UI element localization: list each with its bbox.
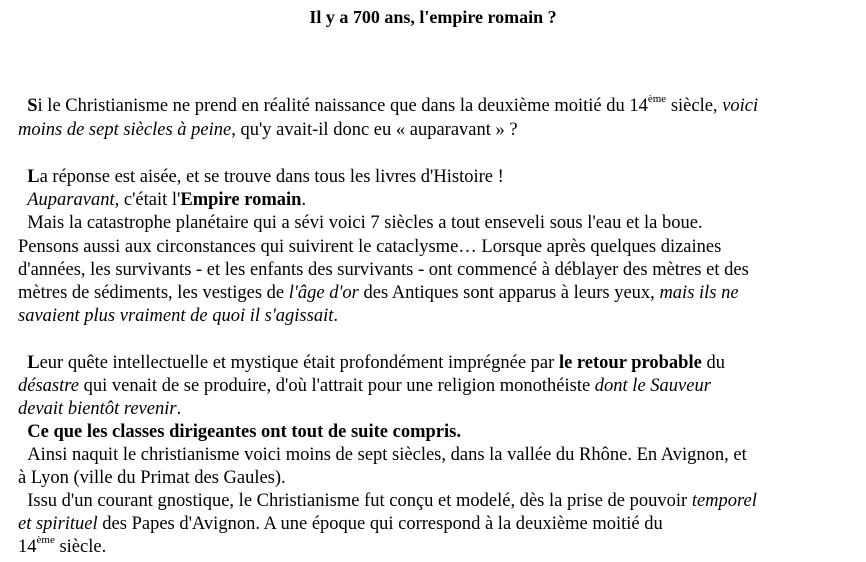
- text: eur quête intellectuelle et mystique était profondément imprégnée par: [39, 353, 559, 373]
- text: des Antiques sont apparus à leurs yeux,: [358, 283, 660, 303]
- text: .: [301, 190, 307, 210]
- italic-text: dont le Sauveur: [594, 376, 711, 396]
- paragraph-3-line-2: [18, 375, 711, 397]
- paragraph-3-line-1: [18, 352, 725, 374]
- drop-letter: L: [27, 353, 40, 373]
- paragraph-2-line-7: [18, 305, 338, 327]
- paragraph-3-line-6: [18, 467, 286, 489]
- italic-text: voici: [722, 96, 759, 116]
- italic-text: l'âge d'or: [288, 283, 359, 303]
- italic-text: Auparavant: [27, 190, 115, 210]
- paragraph-3-line-5: [18, 444, 747, 466]
- page-title: Il y a 700 ans, l'empire romain ?: [309, 7, 557, 27]
- text: siècle,: [666, 96, 723, 116]
- paragraph-3-line-4: [18, 421, 461, 443]
- paragraph-1-line-2: [18, 119, 518, 141]
- text: , c'était l': [114, 190, 181, 210]
- paragraph-3-line-9: [18, 536, 106, 558]
- text: .: [176, 399, 182, 419]
- text: .: [333, 306, 338, 326]
- paragraph-2-line-5: [18, 259, 749, 281]
- italic-text: désastre: [18, 376, 79, 396]
- superscript: ème: [647, 93, 667, 105]
- text: à Lyon (ville du Primat des Gaules).: [18, 468, 286, 488]
- paragraph-3-line-7: [18, 490, 757, 512]
- paragraph-1-line-1: [18, 95, 758, 117]
- bold-text: Empire romain: [180, 190, 302, 210]
- text: Ainsi naquit le christianisme voici moins de sept siècles, dans la vallée du Rhône. En Avignon, et: [27, 445, 747, 465]
- italic-text: mais ils ne: [659, 283, 739, 303]
- italic-text: devait bientôt revenir: [18, 399, 177, 419]
- text: , qu'y avait-il donc eu « auparavant » ?: [231, 120, 518, 140]
- text: i le Christianisme ne prend en réalité naissance que dans la deuxième moitié du 14: [37, 96, 648, 116]
- italic-text: savaient plus vraiment de quoi il s'agissait: [18, 306, 334, 326]
- text: d'années, les survivants - et les enfants des survivants - ont commencé à déblayer des mètres et des: [18, 260, 749, 280]
- paragraph-3-line-3: [18, 398, 181, 420]
- superscript: ème: [36, 534, 55, 546]
- text: siècle.: [54, 537, 107, 557]
- drop-letter: L: [27, 167, 40, 187]
- text: qui venait de se produire, d'où l'attrait pour une religion monothéiste: [78, 376, 595, 396]
- text: 14: [18, 537, 37, 557]
- bold-text: Ce que les classes dirigeantes ont tout de suite compris.: [27, 422, 461, 442]
- text: a réponse est aisée, et se trouve dans tous les livres d'Histoire !: [39, 167, 504, 187]
- text: des Papes d'Avignon. A une époque qui correspond à la deuxième moitié du: [97, 514, 663, 534]
- italic-text: temporel: [691, 491, 757, 511]
- bold-text: le retour probable: [558, 353, 702, 373]
- paragraph-2-line-2: [18, 189, 306, 211]
- text: du: [701, 353, 725, 373]
- text: Issu d'un courant gnostique, le Christianisme fut conçu et modelé, dès la prise de pouvoir: [27, 491, 692, 511]
- italic-text: et spirituel: [18, 514, 98, 534]
- text: Mais la catastrophe planétaire qui a sévi voici 7 siècles a tout enseveli sous l'eau et la boue.: [27, 213, 703, 233]
- paragraph-3-line-8: [18, 513, 663, 535]
- italic-text: moins de sept siècles à peine: [18, 120, 232, 140]
- paragraph-2-line-3: [18, 212, 703, 234]
- drop-letter: S: [27, 96, 38, 116]
- text: mètres de sédiments, les vestiges de: [18, 283, 289, 303]
- paragraph-2-line-4: [18, 236, 721, 258]
- paragraph-2-line-1: [18, 166, 504, 188]
- paragraph-2-line-6: [18, 282, 739, 304]
- text: Pensons aussi aux circonstances qui suivirent le cataclysme… Lorsque après quelques dizaines: [18, 237, 722, 257]
